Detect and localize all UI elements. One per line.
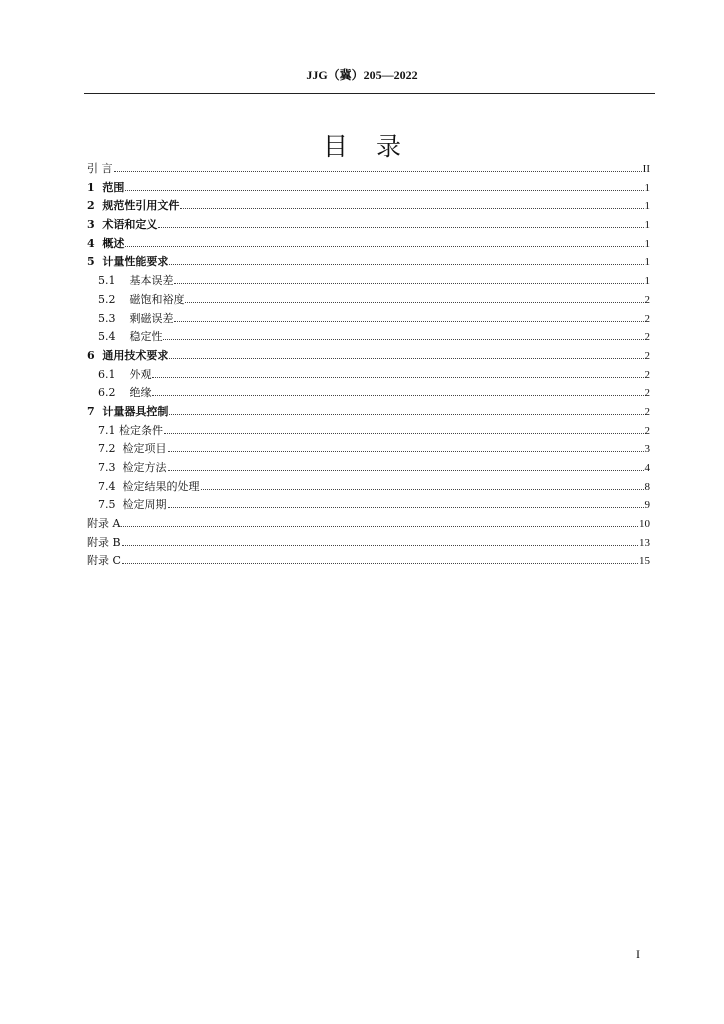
toc-dot-leader <box>169 357 643 359</box>
toc-dot-leader <box>168 469 644 471</box>
toc-entry-page: II <box>642 163 650 175</box>
toc-entry[interactable] <box>87 366 650 385</box>
toc-entry-label: 7.1 检定条件 <box>98 423 163 437</box>
toc-dot-leader <box>152 376 643 378</box>
toc-dot-leader <box>125 245 643 247</box>
toc-dot-leader <box>180 207 643 209</box>
toc-entry[interactable] <box>87 422 650 441</box>
toc-entry[interactable] <box>87 440 650 459</box>
toc-dot-leader <box>201 488 644 490</box>
toc-entry-page: 2 <box>644 368 650 381</box>
toc-entry-label: 5.2 磁饱和裕度 <box>98 292 185 306</box>
toc-entry-label: 7.3 检定方法 <box>98 461 167 474</box>
toc-entry-page: 1 <box>644 275 650 288</box>
toc-entry-page: 2 <box>644 312 650 325</box>
table-of-contents <box>87 160 650 571</box>
toc-entry-page: 1 <box>644 237 650 250</box>
toc-entry[interactable] <box>87 310 650 329</box>
toc-entry-page: 13 <box>639 536 650 549</box>
toc-entry-page: 2 <box>644 349 650 362</box>
toc-entry[interactable] <box>87 515 650 534</box>
toc-dot-leader <box>169 413 643 415</box>
toc-entry-label: 7 计量器具控制 <box>87 404 169 418</box>
toc-entry-page: 10 <box>639 518 650 531</box>
page-title: 目录 <box>322 132 429 161</box>
toc-entry-label: 4 概述 <box>87 236 125 250</box>
toc-entry-page: 1 <box>644 256 650 269</box>
toc-dot-leader <box>125 189 643 191</box>
toc-dot-leader <box>163 338 643 340</box>
toc-entry-page: 1 <box>644 200 650 213</box>
toc-dot-leader <box>122 544 638 546</box>
toc-entry-label: 7.2 检定项目 <box>98 442 167 456</box>
toc-dot-leader <box>114 170 642 172</box>
toc-entry[interactable] <box>87 552 650 571</box>
toc-dot-leader <box>174 320 643 322</box>
toc-entry-page: 3 <box>644 443 650 456</box>
toc-entry[interactable] <box>87 179 650 198</box>
header-rule <box>84 93 655 94</box>
toc-entry-page: 2 <box>644 331 650 344</box>
toc-entry[interactable] <box>87 216 650 235</box>
toc-entry[interactable] <box>87 272 650 291</box>
toc-entry-label: 附录 B <box>87 535 121 549</box>
toc-entry-label: 7.5 检定周期 <box>98 498 167 512</box>
toc-entry-label: 2 规范性引用文件 <box>87 199 180 213</box>
toc-entry-label: 6.2 绝缘 <box>98 386 152 400</box>
toc-entry[interactable] <box>87 459 650 478</box>
toc-entry-label: 5.3 剩磁误差 <box>98 311 174 325</box>
toc-entry-page: 8 <box>644 480 650 493</box>
toc-entry[interactable] <box>87 197 650 216</box>
toc-dot-leader <box>121 525 638 527</box>
toc-entry-page: 1 <box>644 219 650 232</box>
toc-entry-label: 6.1 外观 <box>98 367 152 381</box>
toc-dot-leader <box>185 301 643 303</box>
toc-entry-page: 2 <box>644 405 650 418</box>
toc-dot-leader <box>122 562 638 564</box>
toc-entry-label: 5.4 稳定性 <box>98 330 163 344</box>
toc-entry-page: 2 <box>644 293 650 306</box>
toc-entry-page: 9 <box>644 499 650 512</box>
toc-entry-label: 附录 C <box>87 554 121 568</box>
toc-dot-leader <box>169 263 643 265</box>
toc-dot-leader <box>168 506 644 508</box>
toc-entry[interactable] <box>87 384 650 403</box>
toc-entry-label: 附录 A <box>87 517 121 531</box>
toc-entry-label: 3 术语和定义 <box>87 218 158 232</box>
toc-entry-page: 15 <box>639 555 650 568</box>
toc-entry-page: 1 <box>644 181 650 194</box>
toc-dot-leader <box>158 226 643 228</box>
toc-entry-label: 7.4 检定结果的处理 <box>98 479 200 493</box>
toc-entry[interactable] <box>87 496 650 515</box>
toc-entry[interactable] <box>87 235 650 254</box>
toc-entry-label: 1 范围 <box>87 180 125 194</box>
toc-entry[interactable] <box>87 347 650 366</box>
toc-entry-label: 引 言 <box>87 162 113 175</box>
toc-entry-page: 2 <box>644 424 650 437</box>
toc-entry-label: 6 通用技术要求 <box>87 348 169 362</box>
toc-entry[interactable] <box>87 291 650 310</box>
page-number: I <box>636 947 640 961</box>
toc-dot-leader <box>164 432 644 434</box>
toc-dot-leader <box>174 282 643 284</box>
toc-entry-page: 2 <box>644 387 650 400</box>
toc-entry-label: 5.1 基本误差 <box>98 274 174 288</box>
toc-entry[interactable] <box>87 253 650 272</box>
toc-dot-leader <box>152 394 643 396</box>
running-header: JJG（冀）205—2022 <box>306 68 418 82</box>
toc-entry-label: 5 计量性能要求 <box>87 255 169 269</box>
toc-entry[interactable] <box>87 160 650 179</box>
toc-entry[interactable] <box>87 478 650 497</box>
toc-entry[interactable] <box>87 534 650 553</box>
toc-dot-leader <box>168 450 644 452</box>
toc-entry[interactable] <box>87 403 650 422</box>
toc-entry-page: 4 <box>644 462 650 474</box>
toc-entry[interactable] <box>87 328 650 347</box>
